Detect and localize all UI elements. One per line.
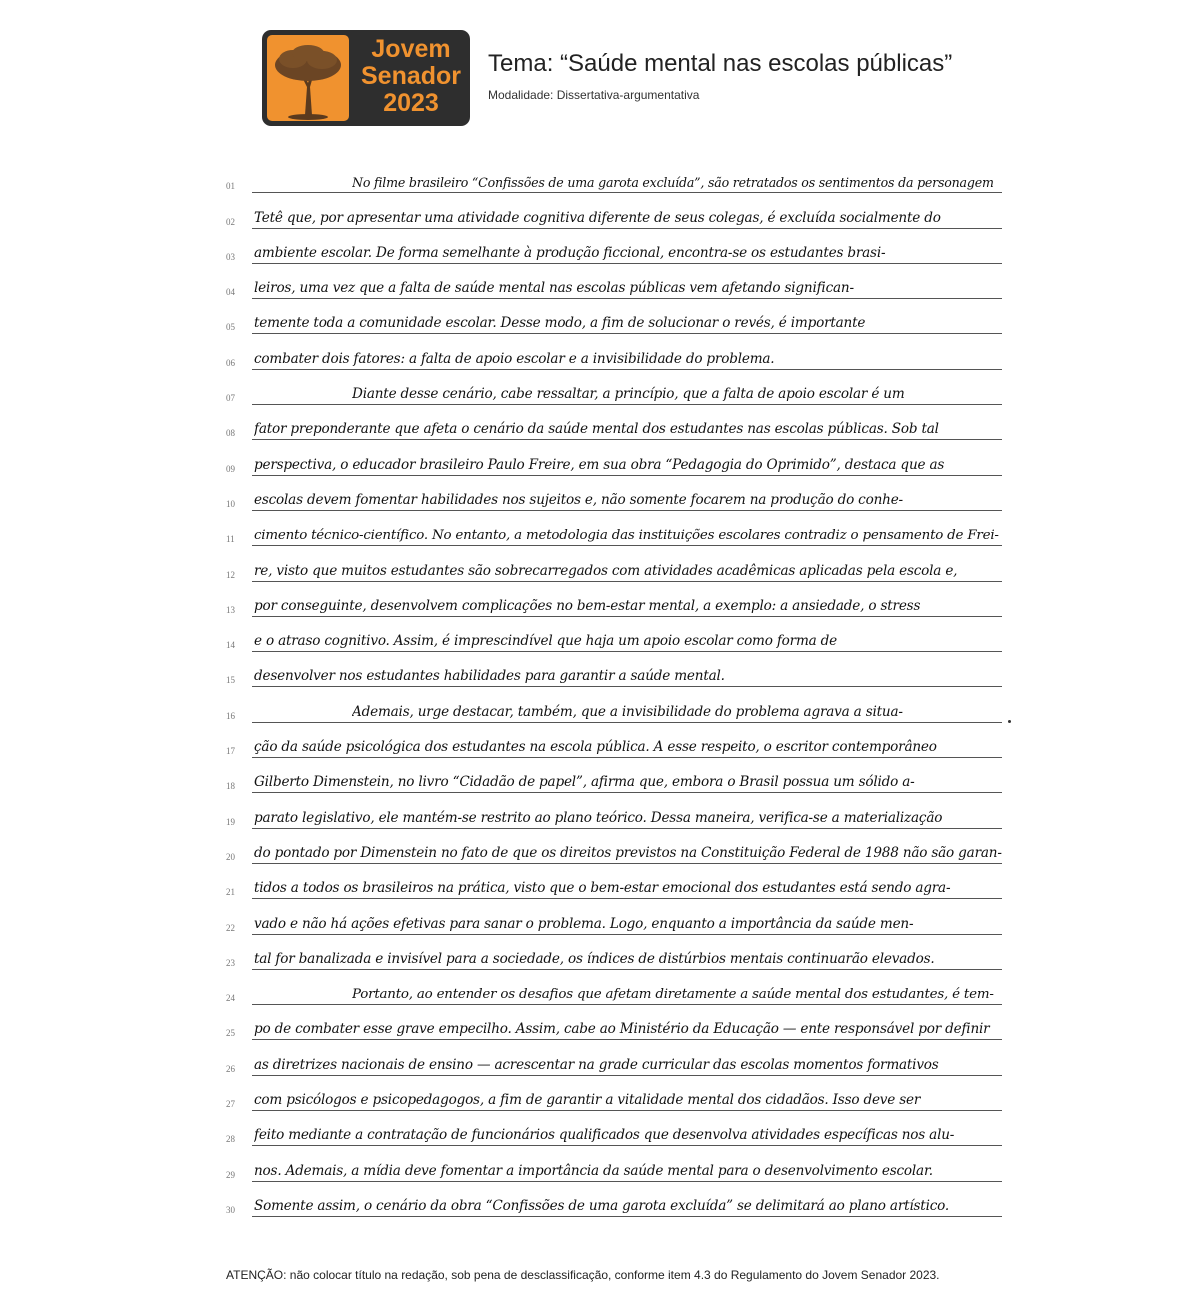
line-number: 21 xyxy=(226,887,235,898)
line-text: Diante desse cenário, cabe ressaltar, a princípio, que a falta de apoio escolar é um xyxy=(352,386,905,403)
line-number: 30 xyxy=(226,1204,235,1215)
line-rule xyxy=(252,439,1002,440)
essay-line xyxy=(226,336,1002,371)
line-rule xyxy=(252,475,1002,476)
line-text: escolas devem fomentar habilidades nos sujeitos e, não somente focarem na produção do conhe- xyxy=(254,491,903,508)
logo-text xyxy=(356,36,466,117)
line-number: 25 xyxy=(226,1028,235,1039)
jovem-senador-logo xyxy=(262,30,470,126)
line-number: 13 xyxy=(226,604,235,615)
line-rule xyxy=(252,898,1002,899)
essay-line xyxy=(226,584,1002,619)
essay-line xyxy=(226,866,1002,901)
essay-line xyxy=(226,831,1002,866)
line-rule xyxy=(252,792,1002,793)
line-number: 18 xyxy=(226,781,235,792)
line-text: por conseguinte, desenvolvem complicações no bem-estar mental, a exemplo: a ansiedade, o stress xyxy=(254,597,921,614)
line-number: 15 xyxy=(226,675,235,686)
line-number: 19 xyxy=(226,816,235,827)
line-text: cimento técnico-científico. No entanto, a metodologia das instituições escolares contradiz o pensamento de Frei- xyxy=(254,528,999,544)
line-rule xyxy=(252,934,1002,935)
essay-line xyxy=(226,972,1002,1007)
line-number: 05 xyxy=(226,322,235,333)
line-number: 24 xyxy=(226,993,235,1004)
line-number: 07 xyxy=(226,393,235,404)
logo-line-2: Senador xyxy=(360,62,462,90)
essay-line xyxy=(226,548,1002,583)
line-text: perspectiva, o educador brasileiro Paulo Freire, em sua obra “Pedagogia do Oprimido”, destaca que as xyxy=(254,456,945,473)
line-text: fator preponderante que afeta o cenário da saúde mental dos estudantes nas escolas públicas. Sob tal xyxy=(254,421,939,438)
line-rule xyxy=(252,369,1002,370)
essay-line xyxy=(226,1042,1002,1077)
line-text: feito mediante a contratação de funcionários qualificados que desenvolva atividades específicas nos alu- xyxy=(254,1127,955,1144)
essay-line xyxy=(226,160,1002,195)
line-rule xyxy=(252,863,1002,864)
essay-line xyxy=(226,725,1002,760)
line-rule xyxy=(252,263,1002,264)
line-number: 06 xyxy=(226,357,235,368)
line-rule xyxy=(252,510,1002,511)
line-number: 08 xyxy=(226,428,235,439)
essay-line xyxy=(226,442,1002,477)
line-rule xyxy=(252,651,1002,652)
essay-line xyxy=(226,1184,1002,1219)
line-rule xyxy=(252,333,1002,334)
line-text: nos. Ademais, a mídia deve fomentar a importância da saúde mental para o desenvolvimento escolar. xyxy=(254,1162,933,1179)
header xyxy=(262,30,982,128)
line-rule xyxy=(252,828,1002,829)
logo-line-1: Jovem xyxy=(371,35,451,63)
essay-line xyxy=(226,795,1002,830)
line-number: 01 xyxy=(226,181,235,192)
line-rule xyxy=(252,404,1002,405)
line-text: re, visto que muitos estudantes são sobrecarregados com atividades acadêmicas aplicadas pela escola e, xyxy=(254,562,958,579)
line-text: as diretrizes nacionais de ensino — acrescentar na grade curricular das escolas momentos formativos xyxy=(254,1056,939,1073)
line-number: 28 xyxy=(226,1134,235,1145)
essay-line xyxy=(226,407,1002,442)
logo-line-3: 2023 xyxy=(383,89,439,117)
line-rule xyxy=(252,1039,1002,1040)
line-text: po de combater esse grave empecilho. Assim, cabe ao Ministério da Educação — ente responsável por definir xyxy=(254,1021,990,1038)
essay-line xyxy=(226,654,1002,689)
essay-line xyxy=(226,1113,1002,1148)
line-text: do pontado por Dimenstein no fato de que os direitos previstos na Constituição Federal de 1988 não são garan- xyxy=(254,844,1002,861)
line-number: 20 xyxy=(226,851,235,862)
line-rule xyxy=(252,757,1002,758)
essay-line xyxy=(226,760,1002,795)
line-rule xyxy=(252,298,1002,299)
line-rule xyxy=(252,1145,1002,1146)
modalidade-label: Modalidade: Dissertativa-argumentativa xyxy=(488,88,700,102)
line-number: 10 xyxy=(226,498,235,509)
line-text: temente toda a comunidade escolar. Desse modo, a fim de solucionar o revés, é importante xyxy=(254,315,866,332)
line-text: com psicólogos e psicopedagogos, a fim de garantir a vitalidade mental dos cidadãos. Isso deve ser xyxy=(254,1092,921,1109)
line-rule xyxy=(252,1075,1002,1076)
line-number: 02 xyxy=(226,216,235,227)
essay-lines xyxy=(226,160,1002,1219)
tree-icon xyxy=(267,35,349,121)
line-number: 09 xyxy=(226,463,235,474)
line-text: No filme brasileiro “Confissões de uma garota excluída”, são retratados os sentimentos da personagem xyxy=(352,175,994,191)
line-text: vado e não há ações efetivas para sanar o problema. Logo, enquanto a importância da saúde men- xyxy=(254,915,914,932)
line-text: e o atraso cognitivo. Assim, é imprescindível que haja um apoio escolar como forma de xyxy=(254,633,838,650)
line-rule xyxy=(252,192,1002,193)
line-text: combater dois fatores: a falta de apoio escolar e a invisibilidade do problema. xyxy=(254,350,775,367)
essay-line xyxy=(226,619,1002,654)
line-text: Gilberto Dimenstein, no livro “Cidadão de papel”, afirma que, embora o Brasil possua um sólido a- xyxy=(254,774,915,791)
line-rule xyxy=(252,1110,1002,1111)
line-number: 27 xyxy=(226,1099,235,1110)
line-rule xyxy=(252,1181,1002,1182)
line-rule xyxy=(252,969,1002,970)
line-rule xyxy=(252,1216,1002,1217)
essay-line xyxy=(226,901,1002,936)
line-rule xyxy=(252,686,1002,687)
line-number: 04 xyxy=(226,287,235,298)
essay-line xyxy=(226,478,1002,513)
line-rule xyxy=(252,228,1002,229)
tema-title: Tema: “Saúde mental nas escolas públicas” xyxy=(488,50,953,77)
line-rule xyxy=(252,1004,1002,1005)
line-number: 29 xyxy=(226,1169,235,1180)
essay-line xyxy=(226,266,1002,301)
line-text: tal for banalizada e invisível para a sociedade, os índices de distúrbios mentais continuarão elevados. xyxy=(254,950,935,967)
essay-line xyxy=(226,195,1002,230)
essay-line xyxy=(226,1078,1002,1113)
line-text: leiros, uma vez que a falta de saúde mental nas escolas públicas vem afetando significan- xyxy=(254,280,854,297)
line-text: desenvolver nos estudantes habilidades para garantir a saúde mental. xyxy=(254,668,725,685)
line-number: 16 xyxy=(226,710,235,721)
line-number: 12 xyxy=(226,569,235,580)
line-rule xyxy=(252,616,1002,617)
essay-line xyxy=(226,1007,1002,1042)
essay-line xyxy=(226,231,1002,266)
footer-warning: ATENÇÃO: não colocar título na redação, sob pena de desclassificação, conforme item 4.3 do Regulamento do Jovem Senador 2023. xyxy=(226,1268,940,1282)
line-text: ção da saúde psicológica dos estudantes na escola pública. A esse respeito, o escritor contemporâneo xyxy=(254,739,937,756)
essay-line xyxy=(226,937,1002,972)
line-number: 22 xyxy=(226,922,235,933)
line-text: parato legislativo, ele mantém-se restrito ao plano teórico. Dessa maneira, verifica-se a materialização xyxy=(254,809,943,826)
line-rule xyxy=(252,722,1002,723)
line-text: ambiente escolar. De forma semelhante à produção ficcional, encontra-se os estudantes brasi- xyxy=(254,244,886,261)
essay-line xyxy=(226,689,1002,724)
line-number: 03 xyxy=(226,251,235,262)
essay-line xyxy=(226,301,1002,336)
essay-line xyxy=(226,513,1002,548)
line-rule xyxy=(252,581,1002,582)
line-number: 23 xyxy=(226,957,235,968)
line-number: 14 xyxy=(226,640,235,651)
line-number: 26 xyxy=(226,1063,235,1074)
line-text: tidos a todos os brasileiros na prática, visto que o bem-estar emocional dos estudantes está sendo agra- xyxy=(254,880,951,897)
line-text: Somente assim, o cenário da obra “Confissões de uma garota excluída” se delimitará ao plano artístico. xyxy=(254,1197,949,1214)
line-text: Portanto, ao entender os desafios que afetam diretamente a saúde mental dos estudantes, é tem- xyxy=(352,987,994,1003)
line-rule xyxy=(252,545,1002,546)
scan-speck xyxy=(1008,720,1011,723)
line-text: Tetê que, por apresentar uma atividade cognitiva diferente de seus colegas, é excluída socialmente do xyxy=(254,209,941,226)
line-number: 17 xyxy=(226,746,235,757)
line-number: 11 xyxy=(226,534,235,545)
line-text: Ademais, urge destacar, também, que a invisibilidade do problema agrava a situa- xyxy=(352,703,903,720)
essay-line xyxy=(226,372,1002,407)
essay-line xyxy=(226,1148,1002,1183)
